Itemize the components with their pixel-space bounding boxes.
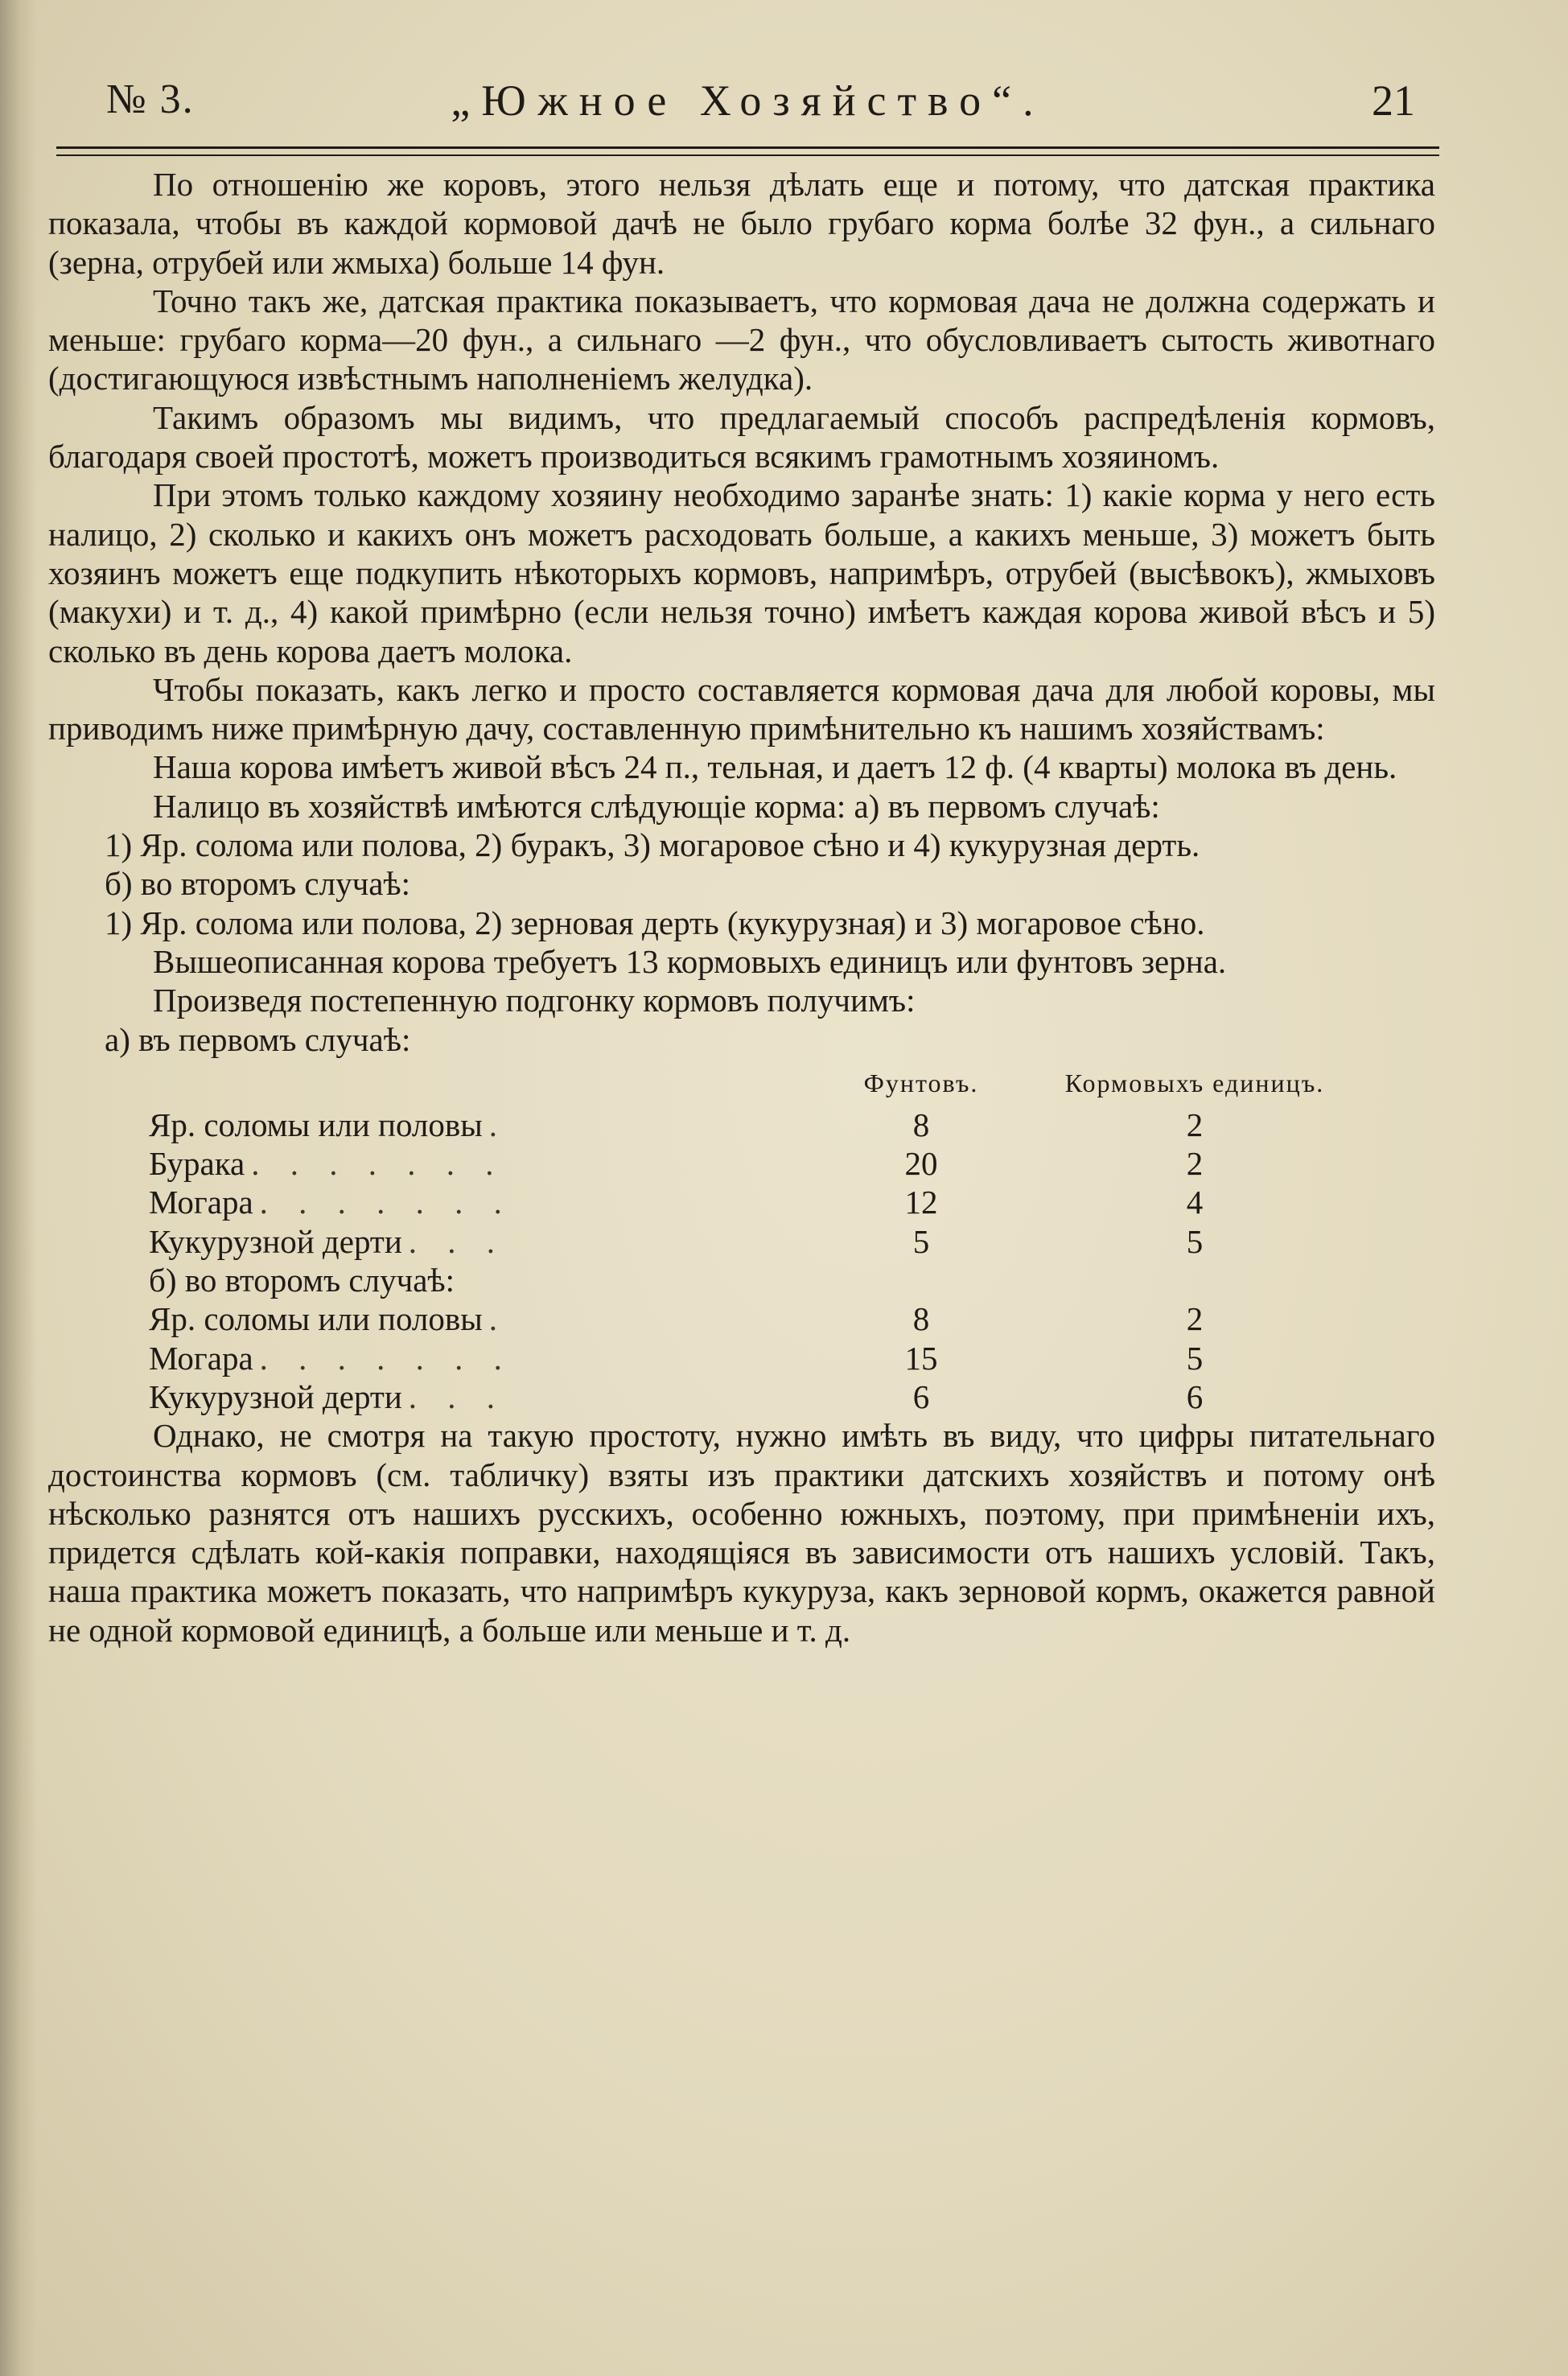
paragraph: Налицо въ хозяйствѣ имѣются слѣдующіе корма: а) въ первомъ случаѣ:	[153, 787, 1160, 825]
feed-list-case-a: 1) Яр. солома или полова, 2) буракъ, 3) могаровое сѣно и 4) кукурузная дерть.	[105, 826, 1200, 864]
issue-number: № 3.	[106, 76, 195, 122]
feed-name-cell	[149, 1222, 792, 1261]
paragraph: Точно такъ же, датская практика показываетъ, что кормовая дача не должна содержать и меньше: грубаго корма—20 фун., а сильнаго —2 фун., что обусловливаетъ сытость животнаго (достигающуюся извѣстнымъ наполненіемъ желудка).	[48, 282, 1435, 397]
column-header-feed-units: Кормовыхъ единицъ.	[1064, 1068, 1325, 1097]
paragraph: Наша корова имѣетъ живой вѣсъ 24 п., тельная, и даетъ 12 ф. (4 кварты) молока въ день.	[153, 748, 1397, 786]
paragraph: Произведя постепенную подгонку кормовъ получимъ:	[153, 982, 916, 1019]
feed-units-cell: 2	[1186, 1300, 1204, 1338]
paragraph: Однако, не смотря на такую простоту, нужно имѣть въ виду, что цифры питательнаго достоинства кормовъ (см. табличку) взяты изъ практики датскихъ хозяйствъ и потому онѣ нѣсколько разнятся отъ нашихъ русскихъ, особенно южныхъ, поэтому, при примѣненіи ихъ, придется сдѣлать кой-какія поправки, находящіяся въ зависимости отъ нашихъ условій. Такъ, наша практика можетъ показать, что напримѣръ кукуруза, какъ зерновой кормъ, окажется равной не одной кормовой единицѣ, а больше или меньше и т. д.	[48, 1417, 1435, 1649]
table-row	[149, 1144, 1340, 1183]
pounds-cell: 20	[904, 1145, 938, 1183]
dot-leader: .	[488, 1300, 509, 1338]
dot-leader: . . .	[408, 1222, 507, 1260]
dot-leader: .	[488, 1106, 509, 1143]
column-header-pounds: Фунтовъ.	[863, 1068, 979, 1097]
dot-leader: . . .	[408, 1377, 507, 1415]
table-header-row	[149, 1059, 1340, 1106]
header-rule-thin	[56, 154, 1439, 156]
feed-name: Кукурузной дерти	[149, 1222, 402, 1260]
running-header	[56, 63, 1439, 151]
feed-units-cell: 2	[1186, 1145, 1204, 1183]
feed-name: Бурака	[149, 1145, 245, 1183]
feed-name: Кукурузной дерти	[149, 1377, 402, 1415]
pounds-cell: 8	[912, 1300, 930, 1338]
feed-units-cell: 2	[1186, 1106, 1204, 1143]
case-a-heading: а) въ первомъ случаѣ:	[105, 1020, 411, 1058]
feed-name-cell	[149, 1144, 792, 1183]
journal-title: „Южное Хозяйство“.	[451, 76, 1045, 125]
dot-leader: . . . . . . .	[259, 1339, 513, 1377]
table-row	[149, 1339, 1340, 1377]
table-case-b-label-group	[149, 1261, 1340, 1299]
table-row	[149, 1183, 1340, 1221]
article-body	[48, 165, 1435, 1649]
header-rule-thick	[56, 146, 1439, 149]
feed-name-cell	[149, 1183, 792, 1221]
pounds-cell: 6	[912, 1377, 930, 1415]
page-number: 21	[1372, 76, 1415, 125]
book-spine-shadow	[0, 0, 37, 2376]
table-row	[149, 1299, 1340, 1338]
feed-units-cell: 5	[1186, 1222, 1204, 1260]
pounds-cell: 8	[912, 1106, 930, 1143]
dot-leader: . . . . . . .	[251, 1145, 505, 1183]
feed-units-cell: 6	[1186, 1377, 1204, 1415]
table-case-b	[149, 1299, 1340, 1416]
feed-ration-table	[149, 1059, 1340, 1416]
table-row	[149, 1222, 1340, 1261]
table-row	[149, 1106, 1340, 1144]
table-case-a	[149, 1106, 1340, 1261]
feed-name-cell	[149, 1377, 792, 1416]
dot-leader: . . . . . . .	[259, 1184, 513, 1221]
paragraph: По отношенію же коровъ, этого нельзя дѣлать еще и потому, что датская практика показала, чтобы въ каждой кормовой дачѣ не было грубаго корма болѣе 32 фун., а сильнаго (зерна, отрубей или жмыха) больше 14 фун.	[48, 166, 1435, 281]
pounds-cell: 12	[904, 1184, 938, 1221]
pounds-cell: 15	[904, 1339, 938, 1377]
feed-name-cell	[149, 1106, 792, 1144]
feed-name-cell	[149, 1299, 792, 1338]
table-case-b-label-row	[149, 1261, 1340, 1299]
paragraph: Чтобы показать, какъ легко и просто составляется кормовая дача для любой коровы, мы приводимъ ниже примѣрную дачу, составленную примѣнительно къ нашимъ хозяйствамъ:	[48, 670, 1435, 747]
table-case-b-label: б) во второмъ случаѣ:	[149, 1262, 455, 1299]
feed-name-cell	[149, 1339, 792, 1377]
feed-list-case-b: 1) Яр. солома или полова, 2) зерновая дерть (кукурузная) и 3) могаровое сѣно.	[105, 904, 1205, 941]
paragraph: Такимъ образомъ мы видимъ, что предлагаемый способъ распредѣленія кормовъ, благодаря своей простотѣ, можетъ производиться всякимъ грамотнымъ хозяиномъ.	[48, 398, 1435, 476]
feed-name: Яр. соломы или половы	[149, 1300, 483, 1338]
feed-name: Могара	[149, 1184, 253, 1221]
feed-name: Яр. соломы или половы	[149, 1106, 483, 1143]
feed-name: Могара	[149, 1339, 253, 1377]
pounds-cell: 5	[912, 1222, 930, 1260]
paragraph: При этомъ только каждому хозяину необходимо заранѣе знать: 1) какіе корма у него есть налицо, 2) сколько и какихъ онъ можетъ расходовать больше, а какихъ меньше, 3) можетъ быть хозяинъ можетъ еще подкупить нѣкоторыхъ кормовъ, напримѣръ, отрубей (высѣвокъ), жмыховъ (макухи) и т. д., 4) какой примѣрно (если нельзя точно) имѣетъ каждая корова живой вѣсъ и 5) сколько въ день корова даетъ молока.	[48, 476, 1435, 669]
feed-units-cell: 5	[1186, 1339, 1204, 1377]
table-header-empty	[149, 1059, 792, 1106]
paragraph: Вышеописанная корова требуетъ 13 кормовыхъ единицъ или фунтовъ зерна.	[153, 942, 1227, 980]
case-b-heading: б) во второмъ случаѣ:	[105, 865, 411, 903]
table-row	[149, 1377, 1340, 1416]
feed-units-cell: 4	[1186, 1184, 1204, 1221]
